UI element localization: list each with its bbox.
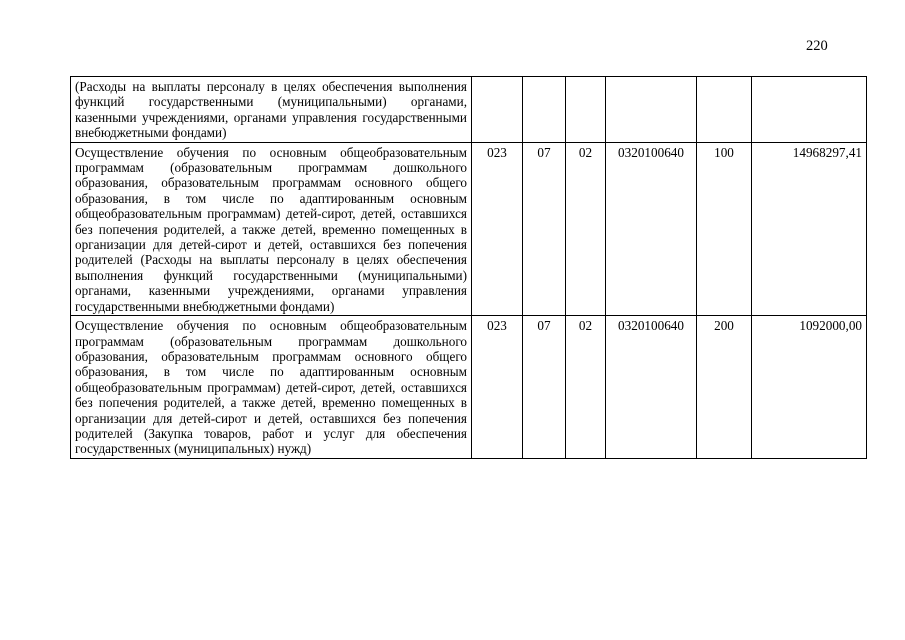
target-article-cell — [606, 77, 697, 143]
table-row — [71, 316, 867, 459]
target-article-cell: 0320100640 — [606, 316, 697, 459]
ministry-code-cell: 023 — [472, 316, 523, 459]
table-row — [71, 77, 867, 143]
subsection-code-cell: 02 — [566, 316, 606, 459]
amount-cell — [752, 77, 867, 143]
expense-type-cell — [697, 77, 752, 143]
subsection-code-cell: 02 — [566, 142, 606, 315]
expense-type-cell: 200 — [697, 316, 752, 459]
section-code-cell: 07 — [523, 142, 566, 315]
expense-type-cell: 100 — [697, 142, 752, 315]
amount-cell: 1092000,00 — [752, 316, 867, 459]
budget-table — [70, 76, 867, 459]
ministry-code-cell: 023 — [472, 142, 523, 315]
section-code-cell: 07 — [523, 316, 566, 459]
row-description: (Расходы на выплаты персоналу в целях обеспечения выполнения функций государственными (муниципальными) органами, казенными учреждениями, органами управления государственными внебюджетными фондами) — [71, 77, 472, 143]
target-article-cell: 0320100640 — [606, 142, 697, 315]
table-row — [71, 142, 867, 315]
page-number: 220 — [806, 38, 828, 54]
section-code-cell — [523, 77, 566, 143]
amount-cell: 14968297,41 — [752, 142, 867, 315]
ministry-code-cell — [472, 77, 523, 143]
subsection-code-cell — [566, 77, 606, 143]
row-description: Осуществление обучения по основным общеобразовательным программам (образовательным программам дошкольного образования, образовательным программам основного общего образования, в том числе по адаптированным основным общеобразовательным программам) детей-сирот, детей, оставшихся без попечения родителей, а также детей, временно помещенных в организации для детей-сирот и детей, оставшихся без попечения родителей (Расходы на выплаты персоналу в целях обеспечения выполнения функций государственными (муниципальными) органами, казенными учреждениями, органами управления государственными внебюджетными фондами) — [71, 142, 472, 315]
row-description: Осуществление обучения по основным общеобразовательным программам (образовательным программам дошкольного образования, образовательным программам основного общего образования, в том числе по адаптированным основным общеобразовательным программам) детей-сирот, детей, оставшихся без попечения родителей, а также детей, временно помещенных в организации для детей-сирот и детей, оставшихся без попечения родителей (Закупка товаров, работ и услуг для обеспечения государственных (муниципальных) нужд) — [71, 316, 472, 459]
